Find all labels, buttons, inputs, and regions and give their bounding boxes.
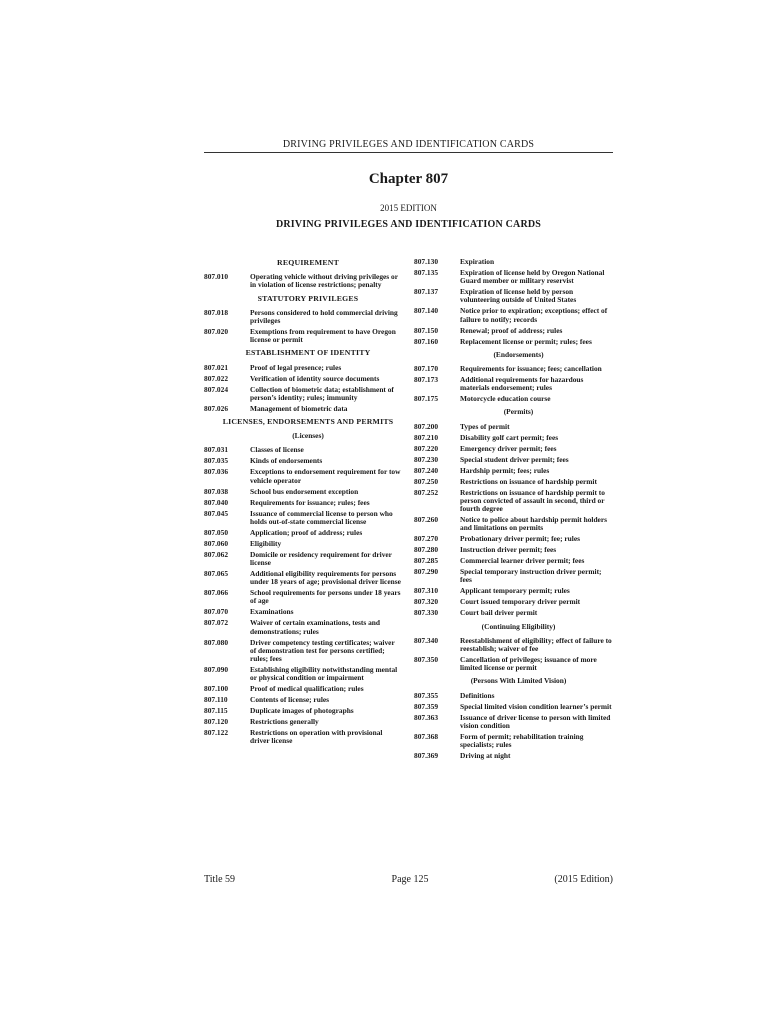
section-caption: School requirements for persons under 18 years of age xyxy=(250,588,401,606)
section-caption: Classes of license xyxy=(250,445,304,455)
section-caption: Notice to police about hardship permit holders and limitations on permits xyxy=(460,515,607,533)
section-number: 807.038 xyxy=(204,486,229,496)
section-number: 807.368 xyxy=(414,731,439,741)
section-caption: School bus endorsement exception xyxy=(250,486,359,496)
section-entry xyxy=(204,639,402,664)
section-caption: Exemptions from requirement to have Oregon license or permit xyxy=(250,327,396,345)
section-entry xyxy=(414,478,613,486)
running-head: DRIVING PRIVILEGES AND IDENTIFICATION CARDS xyxy=(282,139,535,150)
section-caption: Court issued temporary driver permit xyxy=(460,597,581,607)
section-entry xyxy=(414,423,613,431)
section-caption: Collection of biometric data; establishment of person’s identity; rules; immunity xyxy=(250,384,394,402)
section-number: 807.072 xyxy=(204,618,229,628)
section-entry xyxy=(414,456,613,464)
section-number: 807.140 xyxy=(414,306,439,316)
section-entry xyxy=(414,327,613,335)
section-caption: Duplicate images of photographs xyxy=(250,706,354,716)
section-number: 807.070 xyxy=(204,607,229,617)
section-entry xyxy=(204,666,402,682)
section-entry xyxy=(414,307,613,323)
section-number: 807.040 xyxy=(204,497,229,507)
section-number: 807.122 xyxy=(204,728,229,738)
section-number: 807.050 xyxy=(204,527,229,537)
section-entry xyxy=(414,714,613,730)
section-number: 807.260 xyxy=(414,515,439,525)
section-number: 807.018 xyxy=(204,307,229,317)
section-entry xyxy=(204,499,402,507)
section-number: 807.363 xyxy=(414,712,439,722)
section-number: 807.115 xyxy=(204,706,228,716)
section-caption: Additional eligibility requirements for persons under 18 years of age; provisional driver license xyxy=(250,569,401,587)
section-number: 807.359 xyxy=(414,701,439,711)
section-entry xyxy=(204,619,402,635)
section-entry xyxy=(204,328,402,344)
section-caption: Examinations xyxy=(250,607,294,617)
edition-label: 2015 EDITION xyxy=(380,203,437,213)
section-number: 807.175 xyxy=(414,394,439,404)
section-number: 807.010 xyxy=(204,272,229,282)
footer-page-number: Page 125 xyxy=(391,874,429,885)
section-caption: Special student driver permit; fees xyxy=(460,454,569,464)
section-number: 807.369 xyxy=(414,751,439,761)
section-entry xyxy=(414,557,613,565)
section-caption: Instruction driver permit; fees xyxy=(460,545,557,555)
section-number: 807.045 xyxy=(204,508,229,518)
section-entry xyxy=(414,288,613,304)
section-caption: Reestablishment of eligibility; effect of failure to reestablish; waiver of fee xyxy=(460,635,612,654)
section-caption: Proof of medical qualification; rules xyxy=(250,684,364,694)
section-caption: Restrictions on issuance of hardship permit to person convicted of assault in second, third or fourth degree xyxy=(460,487,605,514)
section-number: 807.062 xyxy=(204,549,229,559)
section-number: 807.080 xyxy=(204,637,229,647)
left-column xyxy=(204,258,402,748)
section-number: 807.350 xyxy=(414,655,439,665)
section-entry xyxy=(414,609,613,617)
section-caption: Establishing eligibility notwithstanding mental or physical condition or impairment xyxy=(250,665,398,683)
section-caption: Management of biometric data xyxy=(250,403,348,413)
section-number: 807.252 xyxy=(414,487,439,497)
section-entry xyxy=(414,733,613,749)
section-heading: LICENSES, ENDORSEMENTS AND PERMITS xyxy=(222,417,394,427)
section-entry xyxy=(204,570,402,586)
section-number: 807.135 xyxy=(414,268,439,277)
section-entry xyxy=(204,707,402,715)
section-caption: Applicant temporary permit; rules xyxy=(460,586,570,596)
section-caption: Cancellation of privileges; issuance of more limited license or permit xyxy=(460,655,597,673)
section-entry xyxy=(414,445,613,453)
section-entry xyxy=(204,309,402,325)
section-entry xyxy=(204,364,402,372)
section-number: 807.035 xyxy=(204,456,229,466)
section-number: 807.060 xyxy=(204,538,229,548)
section-entry xyxy=(414,258,613,266)
section-entry xyxy=(204,729,402,745)
section-entry xyxy=(414,489,613,514)
section-number: 807.160 xyxy=(414,336,439,346)
section-caption: Verification of identity source documents xyxy=(250,373,380,383)
section-heading: STATUTORY PRIVILEGES xyxy=(257,293,359,303)
section-entry xyxy=(204,685,402,693)
section-caption: Restrictions on operation with provisional driver license xyxy=(250,728,383,746)
section-entry xyxy=(204,540,402,548)
section-caption: Definitions xyxy=(460,690,495,700)
section-number: 807.022 xyxy=(204,373,229,383)
section-number: 807.220 xyxy=(414,443,439,453)
section-number: 807.200 xyxy=(414,421,439,431)
section-caption: Issuance of driver license to person with limited vision condition xyxy=(460,712,611,730)
section-number: 807.120 xyxy=(204,717,229,727)
section-caption: Commercial learner driver permit; fees xyxy=(460,556,585,566)
section-caption: Operating vehicle without driving privileges or in violation of license restrictions; penalty xyxy=(250,272,398,290)
section-caption: Renewal; proof of address; rules xyxy=(460,325,563,335)
section-caption: Contents of license; rules xyxy=(250,695,330,705)
section-entry xyxy=(204,375,402,383)
section-caption: Hardship permit; fees; rules xyxy=(460,465,550,475)
section-caption: Probationary driver permit; fee; rules xyxy=(460,534,580,544)
section-number: 807.173 xyxy=(414,375,439,385)
section-caption: Persons considered to hold commercial driving privileges xyxy=(250,307,398,326)
section-number: 807.170 xyxy=(414,364,439,374)
section-caption: Special limited vision condition learner’s permit xyxy=(460,701,612,711)
section-number: 807.310 xyxy=(414,586,439,596)
section-caption: Expiration xyxy=(460,257,495,266)
section-heading: ESTABLISHMENT OF IDENTITY xyxy=(245,348,371,358)
section-caption: Expiration of license held by Oregon National Guard member or military reservist xyxy=(460,268,605,286)
section-number: 807.340 xyxy=(414,635,439,645)
section-entry xyxy=(204,551,402,567)
section-number: 807.100 xyxy=(204,684,229,694)
section-caption: Requirements for issuance; fees; cancellation xyxy=(460,364,602,374)
section-caption: Driving at night xyxy=(460,751,511,761)
section-number: 807.290 xyxy=(414,567,439,577)
section-caption: Proof of legal presence; rules xyxy=(250,362,342,372)
section-entry xyxy=(414,395,613,403)
section-entry xyxy=(204,273,402,289)
section-caption: Restrictions on issuance of hardship permit xyxy=(460,476,597,486)
section-number: 807.036 xyxy=(204,467,229,477)
section-entry xyxy=(204,696,402,704)
section-caption: Emergency driver permit; fees xyxy=(460,443,557,453)
section-heading: (Permits) xyxy=(503,407,534,417)
section-number: 807.031 xyxy=(204,445,229,455)
section-caption: Application; proof of address; rules xyxy=(250,527,363,537)
section-entry xyxy=(204,510,402,526)
chapter-subtitle: DRIVING PRIVILEGES AND IDENTIFICATION CARDS xyxy=(275,219,542,230)
section-entry xyxy=(414,546,613,554)
section-entry xyxy=(414,467,613,475)
section-caption: Expiration of license held by person volunteering outside of United States xyxy=(460,287,577,305)
footer-edition: (2015 Edition) xyxy=(554,874,613,885)
section-caption: Eligibility xyxy=(250,538,282,548)
section-entry xyxy=(204,488,402,496)
section-caption: Domicile or residency requirement for driver license xyxy=(250,549,392,568)
section-entry xyxy=(414,598,613,606)
section-entry xyxy=(204,529,402,537)
section-entry xyxy=(414,637,613,653)
header-rule xyxy=(204,152,613,153)
footer-title: Title 59 xyxy=(204,874,236,885)
section-number: 807.150 xyxy=(414,325,439,335)
section-number: 807.240 xyxy=(414,465,439,475)
section-entry xyxy=(414,434,613,442)
section-number: 807.026 xyxy=(204,403,229,413)
section-number: 807.285 xyxy=(414,556,439,566)
section-number: 807.066 xyxy=(204,588,229,598)
section-number: 807.355 xyxy=(414,690,439,700)
right-column xyxy=(414,258,613,763)
section-heading: REQUIREMENT xyxy=(277,258,339,267)
section-entry xyxy=(414,568,613,584)
section-entry xyxy=(204,446,402,454)
section-number: 807.280 xyxy=(414,545,439,555)
section-number: 807.137 xyxy=(414,287,439,297)
section-entry xyxy=(204,608,402,616)
section-entry xyxy=(414,269,613,285)
section-caption: Exceptions to endorsement requirement for tow vehicle operator xyxy=(250,467,401,485)
section-caption: Waiver of certain examinations, tests and demonstrations; rules xyxy=(250,618,381,636)
section-entry xyxy=(414,535,613,543)
section-caption: Disability golf cart permit; fees xyxy=(460,432,559,442)
section-caption: Issuance of commercial license to person who holds out-of-state commercial license xyxy=(250,508,393,526)
section-number: 807.250 xyxy=(414,476,439,486)
section-caption: Form of permit; rehabilitation training specialists; rules xyxy=(460,731,584,750)
chapter-title: Chapter 807 xyxy=(368,171,449,187)
section-entry xyxy=(414,656,613,672)
section-number: 807.020 xyxy=(204,327,229,337)
section-entry xyxy=(204,468,402,484)
section-entry xyxy=(414,338,613,346)
section-caption: Court bail driver permit xyxy=(460,608,538,618)
section-caption: Driver competency testing certificates; waiver of demonstration test for persons certified; rules; fees xyxy=(250,637,395,664)
section-number: 807.090 xyxy=(204,665,229,675)
section-caption: Kinds of endorsements xyxy=(250,456,323,466)
section-entry xyxy=(204,718,402,726)
section-entry xyxy=(414,703,613,711)
section-caption: Requirements for issuance; rules; fees xyxy=(250,497,370,507)
section-caption: Restrictions generally xyxy=(250,717,319,727)
section-entry xyxy=(414,376,613,392)
section-entry xyxy=(204,405,402,413)
section-number: 807.021 xyxy=(204,362,229,372)
section-number: 807.024 xyxy=(204,384,229,394)
section-caption: Notice prior to expiration; exceptions; effect of failure to notify; records xyxy=(460,306,608,324)
section-heading: (Endorsements) xyxy=(493,349,544,359)
section-caption: Types of permit xyxy=(460,421,510,431)
section-caption: Additional requirements for hazardous materials endorsement; rules xyxy=(460,375,584,393)
section-entry xyxy=(414,365,613,373)
section-number: 807.210 xyxy=(414,432,439,442)
section-entry xyxy=(414,516,613,532)
section-caption: Motorcycle education course xyxy=(460,394,551,404)
section-heading: (Continuing Eligibility) xyxy=(481,621,556,631)
section-number: 807.330 xyxy=(414,608,439,618)
section-entry xyxy=(204,386,402,402)
section-number: 807.270 xyxy=(414,534,439,544)
section-number: 807.065 xyxy=(204,569,229,579)
section-number: 807.110 xyxy=(204,695,228,705)
section-entry xyxy=(204,589,402,605)
section-caption: Replacement license or permit; rules; fees xyxy=(460,336,592,346)
section-entry xyxy=(204,457,402,465)
section-entry xyxy=(414,752,613,760)
section-caption: Special temporary instruction driver permit; fees xyxy=(460,567,602,585)
section-number: 807.320 xyxy=(414,597,439,607)
section-heading: (Persons With Limited Vision) xyxy=(470,676,567,686)
section-heading: (Licenses) xyxy=(292,431,324,441)
section-number: 807.130 xyxy=(414,257,439,266)
section-number: 807.230 xyxy=(414,454,439,464)
section-entry xyxy=(414,692,613,700)
section-entry xyxy=(414,587,613,595)
